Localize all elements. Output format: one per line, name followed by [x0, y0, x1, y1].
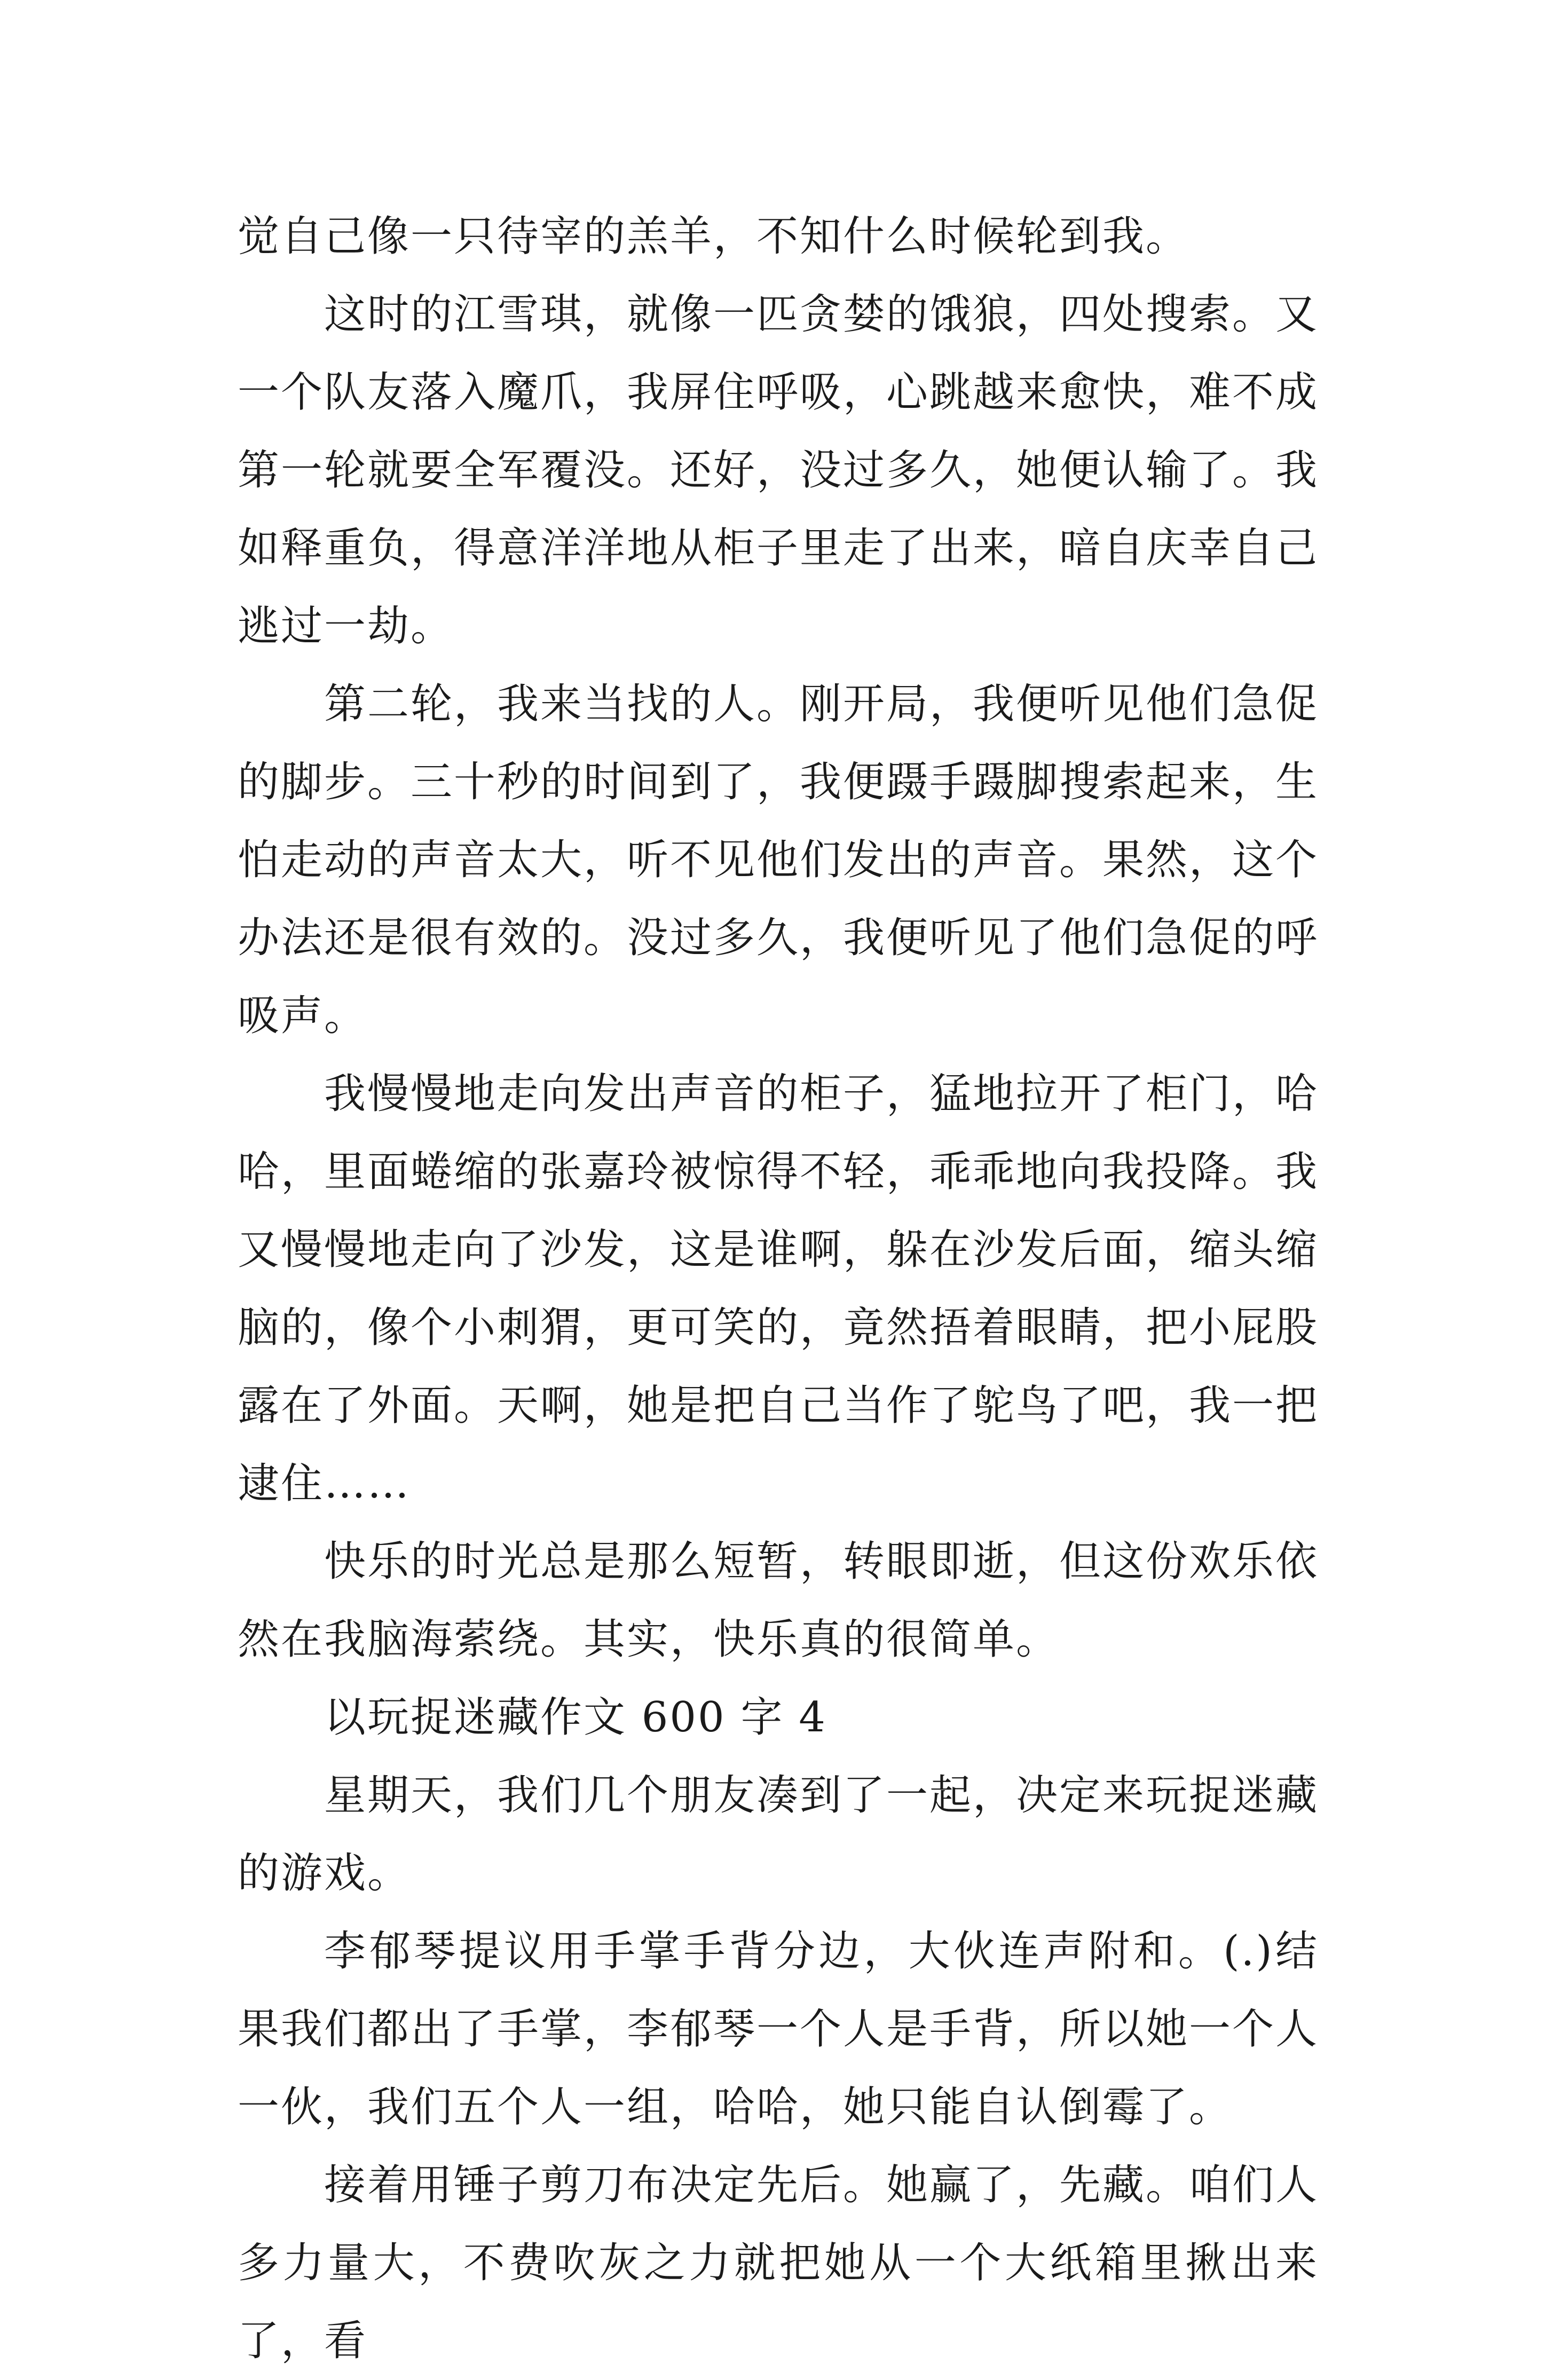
paragraph: 我慢慢地走向发出声音的柜子，猛地拉开了柜门，哈哈，里面蜷缩的张嘉玲被惊得不轻，乖乖地向我投降。我又慢慢地走向了沙发，这是谁啊，躲在沙发后面，缩头缩脑的，像个小刺猬，更可笑的，竟然捂着眼睛，把小屁股露在了外面。天啊，她是把自己当作了鸵鸟了吧，我一把逮住……: [238, 1070, 1319, 1508]
paragraph: 接着用锤子剪刀布决定先后。她赢了，先藏。咱们人多力量大，不费吹灰之力就把她从一个大纸箱里揪出来了，看: [238, 2161, 1319, 2365]
paragraph: 星期天，我们几个朋友凑到了一起，决定来玩捉迷藏的游戏。: [238, 1771, 1319, 1897]
paragraph: 李郁琴提议用手掌手背分边，大伙连声附和。(.)结果我们都出了手掌，李郁琴一个人是手背，所以她一个人一伙，我们五个人一组，哈哈，她只能自认倒霉了。: [238, 1927, 1319, 2131]
paragraph: 这时的江雪琪，就像一匹贪婪的饿狼，四处搜索。又一个队友落入魔爪，我屏住呼吸，心跳越来愈快，难不成第一轮就要全军覆没。还好，没过多久，她便认输了。我如释重负，得意洋洋地从柜子里走了出来，暗自庆幸自己逃过一劫。: [238, 290, 1319, 650]
paragraph: 第二轮，我来当找的人。刚开局，我便听见他们急促的脚步。三十秒的时间到了，我便蹑手蹑脚搜索起来，生怕走动的声音太大，听不见他们发出的声音。果然，这个办法还是很有效的。没过多久，我便听见了他们急促的呼吸声。: [238, 680, 1319, 1040]
paragraph-continuation: 觉自己像一只待宰的羔羊，不知什么时候轮到我。: [238, 212, 1189, 261]
paragraph: 快乐的时光总是那么短暂，转眼即逝，但这份欢乐依然在我脑海萦绕。其实，快乐真的很简单。: [238, 1538, 1319, 1664]
section-title: 以玩捉迷藏作文 600 字 4: [324, 1693, 827, 1741]
document-body: [238, 198, 1319, 2380]
